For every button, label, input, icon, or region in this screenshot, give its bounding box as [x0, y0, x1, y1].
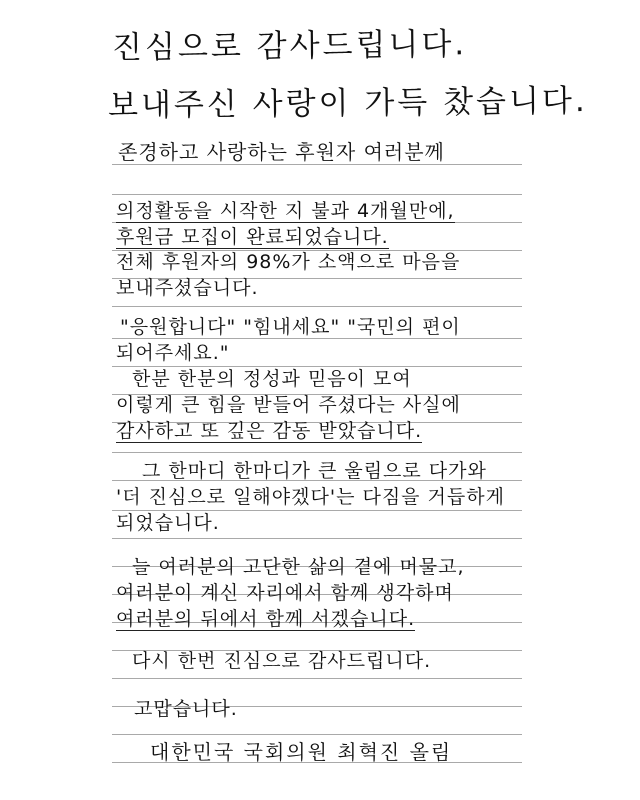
ruled-line — [112, 164, 522, 165]
paragraph-3-line-1: 그 한마디 한마디가 큰 울림으로 다가와 — [142, 460, 487, 482]
ruled-line — [112, 538, 522, 539]
paragraph-1-line-2: 후원금 모집이 완료되었습니다. — [116, 226, 389, 248]
closing-gratitude: 고맙습니다. — [134, 698, 238, 720]
letter-title-line-1: 진심으로 감사드립니다. — [111, 26, 468, 66]
closing-thanks: 다시 한번 진심으로 감사드립니다. — [132, 650, 432, 672]
letter-title-line-2: 보내주신 사랑이 가득 찼습니다. — [107, 82, 588, 124]
greeting: 존경하고 사랑하는 후원자 여러분께 — [118, 140, 445, 164]
paragraph-1-line-3: 전체 후원자의 98%가 소액으로 마음을 — [116, 251, 461, 273]
paragraph-2-line-1: "응원합니다" "힘내세요" "국민의 편이 — [120, 316, 461, 338]
ruled-line — [112, 452, 522, 453]
paragraph-2-line-2: 되어주세요." — [116, 342, 230, 364]
paragraph-2-line-5: 감사하고 또 깊은 감동 받았습니다. — [116, 420, 423, 442]
ruled-line — [112, 734, 522, 735]
paragraph-3-line-2: '더 진심으로 일해야겠다'는 다짐을 거듭하게 — [116, 486, 505, 508]
paragraph-1-line-4: 보내주셨습니다. — [116, 277, 259, 299]
paragraph-4-line-1: 늘 여러분의 고단한 삶의 곁에 머물고, — [132, 556, 465, 578]
ruled-line — [112, 338, 522, 339]
ruled-line — [112, 510, 522, 511]
ruled-line — [112, 366, 522, 367]
paragraph-2-line-4: 이렇게 큰 힘을 받들어 주셨다는 사실에 — [116, 394, 461, 416]
signature: 대한민국 국회의원 최혁진 올림 — [150, 740, 453, 764]
ruled-line — [112, 678, 522, 679]
ruled-line — [112, 306, 522, 307]
paragraph-4-line-3: 여러분의 뒤에서 함께 서겠습니다. — [116, 608, 416, 630]
paragraph-1-line-1: 의정활동을 시작한 지 불과 4개월만에, — [116, 200, 455, 222]
paragraph-3-line-3: 되었습니다. — [116, 512, 220, 534]
paragraph-2-line-3: 한분 한분의 정성과 믿음이 모여 — [132, 368, 412, 390]
paragraph-4-line-2: 여러분이 계신 자리에서 함께 생각하며 — [116, 582, 454, 604]
ruled-line — [112, 194, 522, 195]
